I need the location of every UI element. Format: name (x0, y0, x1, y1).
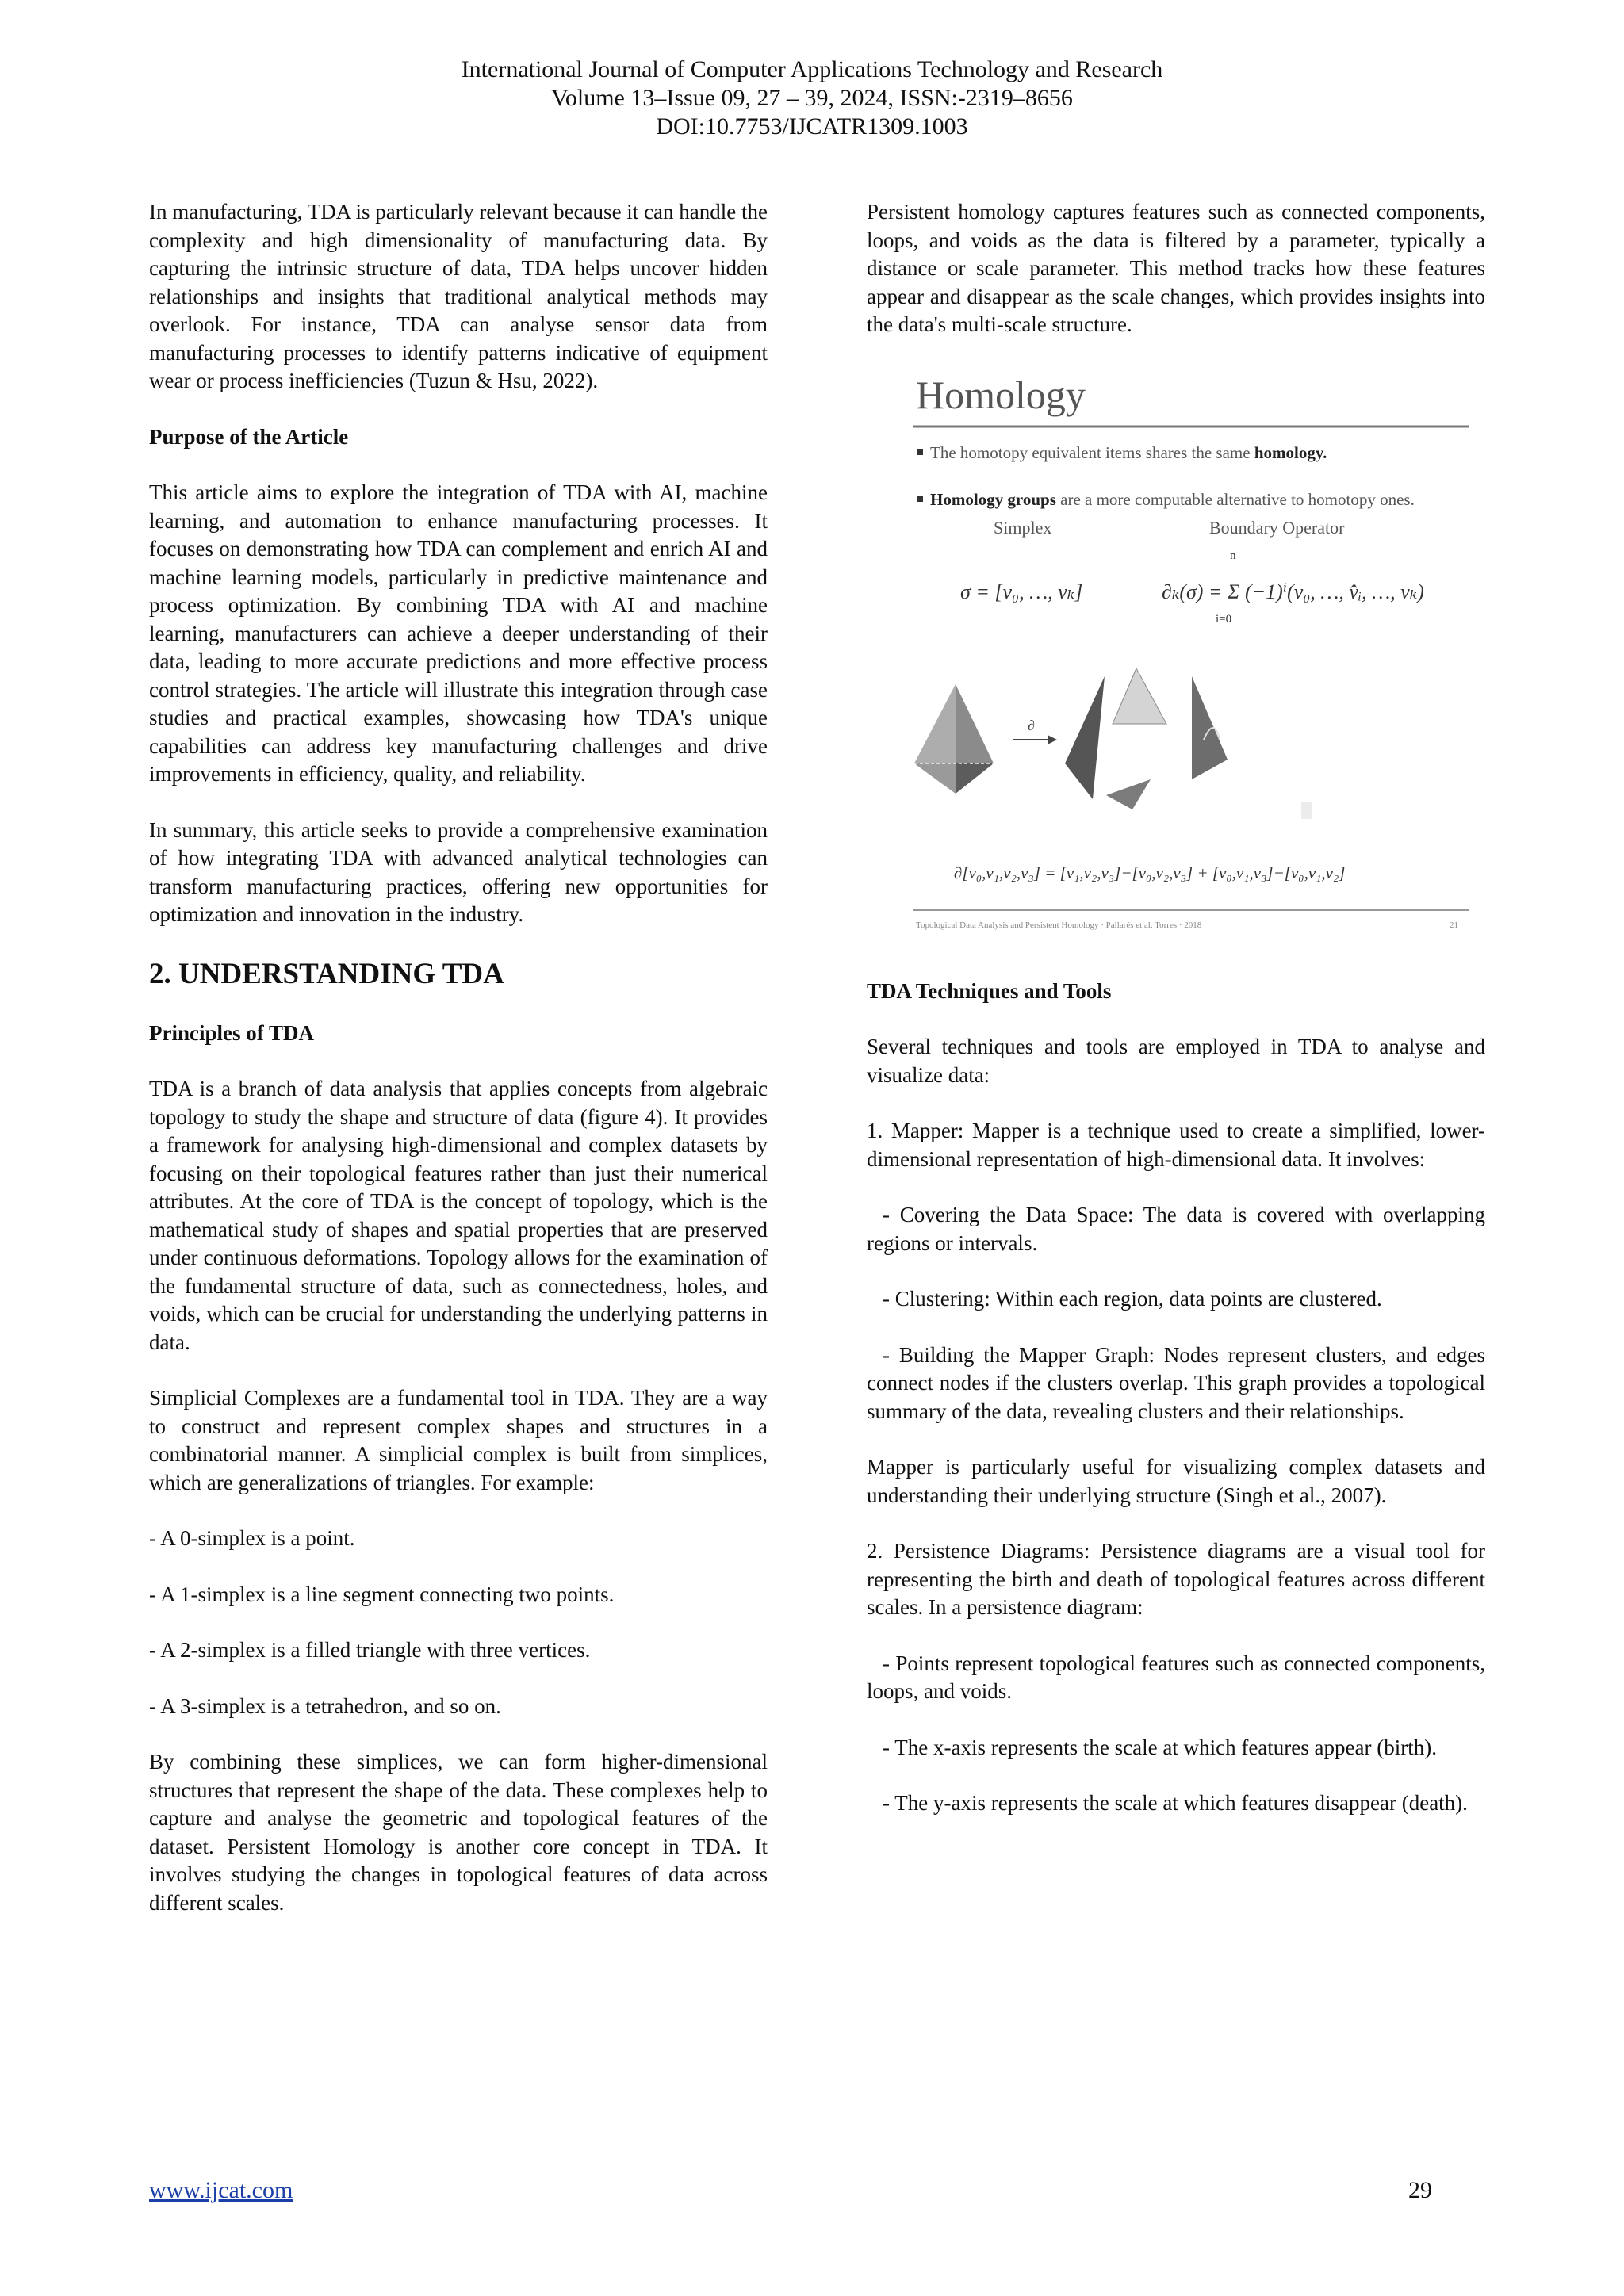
purpose-heading: Purpose of the Article (149, 424, 349, 449)
mapper-step-graph: - Building the Mapper Graph: Nodes represent clusters, and edges connect nodes if the clusters overlap. This graph provides a topological summary of the data, revealing clusters and their relationships. (867, 1342, 1485, 1423)
paragraph-mapper-usefulness: Mapper is particularly useful for visualizing complex datasets and understanding their underlying structure (Singh et al., 2007). (867, 1455, 1485, 1507)
boundary-expansion-formula: ∂[v₀,v₁,v₂,v₃] = [v₁,v₂,v₃]−[v₀,v₂,v₃] + [v₀,v₁,v₃]−[v₀,v₁,v₂] (954, 863, 1346, 882)
right-column (867, 198, 1485, 1846)
paragraph-persistent-homology: Persistent homology captures features such as connected components, loops, and voids as the data is filtered by a parameter, typically a distance or scale parameter. This method tracks how these features appear and disappear as the scale changes, which provides insights into the data's multi-scale structure. (867, 200, 1485, 336)
bullet-3-simplex: - A 3-simplex is a tetrahedron, and so on. (149, 1693, 501, 1718)
left-column (149, 198, 768, 1945)
mapper-step-covering: - Covering the Data Space: The data is covered with overlapping regions or intervals. (867, 1203, 1485, 1255)
paragraph-principles: TDA is a branch of data analysis that applies concepts from algebraic topology to study the shape and structure of data (figure 4). It provides a framework for analysing high-dimensional and complex datasets by focusing on their topological features rather than just their numerical attributes. At the core of TDA is the concept of topology, which is the mathematical study of shapes and spatial properties that are preserved under continuous deformations. Topology allows for the examination of the fundamental structure of data, such as connectedness, holes, and voids, which can be crucial for understanding the underlying patterns in data. (149, 1077, 768, 1354)
figure-title: Homology (916, 372, 1086, 417)
diagram-y-axis: - The y-axis represents the scale at which features disappear (death). (883, 1791, 1468, 1815)
journal-volume: Volume 13–Issue 09, 27 – 39, 2024, ISSN:-2319–8656 (551, 85, 1073, 111)
paragraph-purpose: This article aims to explore the integration of TDA with AI, machine learning, and automation to enhance manufacturing processes. It focuses on demonstrating how TDA can complement and enrich AI and machine learning models, particularly in predictive maintenance and process optimization. By combining TDA with AI and machine learning, manufacturers can achieve a deeper understanding of their data, leading to more accurate predictions and more effective process control strategies. The article will illustrate this integration through case studies and practical examples, showcasing how TDA's unique capabilities can address key manufacturing challenges and drive improvements in efficiency, quality, and reliability. (149, 480, 768, 786)
bullet-1-simplex: - A 1-simplex is a line segment connecting two points. (149, 1582, 615, 1606)
svg-text:∂: ∂ (1028, 717, 1035, 733)
figure-bullet-2: Homology groups are a more computable alternative to homotopy ones. (930, 489, 1415, 509)
paragraph-persistent: By combining these simplices, we can form higher-dimensional structures that represent the shape of the data. These complexes help to capture and analyse the geometric and topological features of the dataset. Persistent Homology is another core concept in TDA. It involves studying the changes in topological features of data across different scales. (149, 1750, 768, 1915)
bullet-1-icon (917, 449, 923, 455)
boundary-label: Boundary Operator (1209, 517, 1345, 538)
journal-website-link[interactable]: www.ijcat.com (149, 2177, 293, 2203)
journal-title: International Journal of Computer Applications Technology and Research (461, 56, 1163, 82)
paragraph-tools-intro: Several techniques and tools are employed in TDA to analyse and visualize data: (867, 1035, 1485, 1087)
diagram-x-axis: - The x-axis represents the scale at which features appear (birth). (883, 1735, 1437, 1759)
tools-heading: TDA Techniques and Tools (867, 978, 1112, 1003)
journal-doi: DOI:10.7753/IJCATR1309.1003 (656, 113, 968, 140)
paragraph-summary: In summary, this article seeks to provide a comprehensive examination of how integrating TDA with advanced analytical technologies can transform manufacturing practices, offering new opportunities for optimization and innovation in the industry. (149, 817, 768, 926)
face-triangles (1065, 668, 1228, 809)
boundary-formula: ∂ₖ(σ) = Σ (−1)ⁱ(v₀, …, v̂ᵢ, …, vₖ) (1162, 580, 1424, 603)
tetrahedron-illustration (914, 684, 994, 794)
slide-number: 21 (1450, 920, 1458, 930)
principles-heading: Principles of TDA (149, 1020, 314, 1045)
paragraph-mapper: 1. Mapper: Mapper is a technique used to create a simplified, lower-dimensional representation of high-dimensional data. It involves: (867, 1119, 1485, 1171)
simplex-formula: σ = [v₀, …, vₖ] (960, 580, 1083, 603)
boundary-arrow (1013, 718, 1057, 744)
bullet-2-icon (917, 496, 923, 502)
small-marker (1301, 802, 1312, 819)
page-number: 29 (1408, 2177, 1432, 2203)
diagram-point-features: - Points represent topological features such as connected components, loops, and voids. (867, 1651, 1485, 1703)
homology-figure (867, 367, 1485, 946)
paragraph-simplicial: Simplicial Complexes are a fundamental tool in TDA. They are a way to construct and represent complex shapes and structures in a combinatorial manner. A simplicial complex is built from simplices, which are generalizations of triangles. For example: (149, 1386, 768, 1494)
bullet-0-simplex: - A 0-simplex is a point. (149, 1526, 355, 1550)
bullet-2-simplex: - A 2-simplex is a filled triangle with three vertices. (149, 1638, 591, 1662)
journal-header (0, 55, 1624, 141)
paragraph-manufacturing: In manufacturing, TDA is particularly relevant because it can handle the complexity and high dimensionality of manufacturing data. By capturing the intrinsic structure of data, TDA helps uncover hidden relationships and insights that traditional analytical methods may overlook. For instance, TDA can analyse sensor data from manufacturing processes to identify patterns indicative of equipment wear or process inefficiencies (Tuzun & Hsu, 2022). (149, 200, 768, 392)
paragraph-persistence-diagrams: 2. Persistence Diagrams: Persistence diagrams are a visual tool for representing the birth and death of topological features across different scales. In a persistence diagram: (867, 1539, 1485, 1619)
mapper-step-clustering: - Clustering: Within each region, data points are clustered. (883, 1287, 1382, 1311)
section-heading: 2. UNDERSTANDING TDA (149, 957, 504, 990)
figure-bullet-1: The homotopy equivalent items shares the same homology. (930, 442, 1327, 462)
simplex-label: Simplex (994, 517, 1052, 538)
sum-upper-limit: n (1230, 549, 1236, 562)
sum-lower-limit: i=0 (1216, 612, 1232, 626)
figure-caption: Topological Data Analysis and Persistent Homology · Pallarés et al. Torres · 2018 (916, 920, 1202, 930)
